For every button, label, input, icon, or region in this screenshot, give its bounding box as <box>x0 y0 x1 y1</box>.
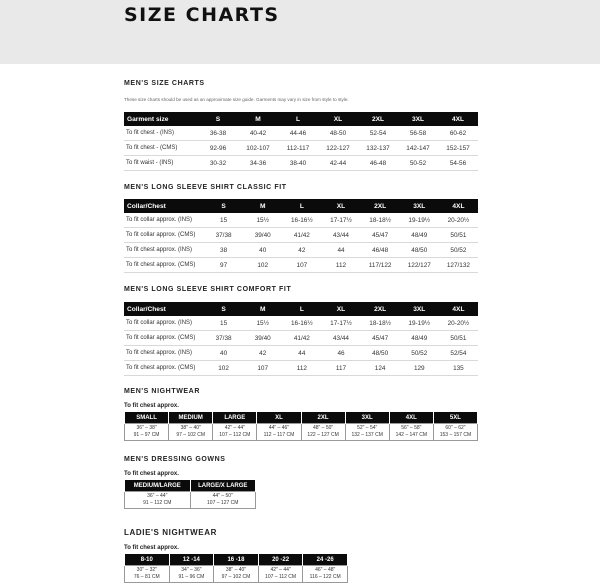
table-cell: 15½ <box>243 213 282 228</box>
ins-value: 44" – 50" <box>212 493 233 499</box>
ins-value: 56" – 58" <box>401 425 422 431</box>
table-cell: 46/48 <box>361 243 400 258</box>
header-cell: SMALL <box>125 412 169 424</box>
header-cell: MEDIUM <box>169 412 213 424</box>
dressing-gowns-title: MEN'S DRESSING GOWNS <box>124 456 226 463</box>
gowns-subtitle: To fit chest approx. <box>124 471 179 477</box>
table-cell: 44 <box>282 346 321 361</box>
table-cell <box>213 424 257 441</box>
header-cell: XL <box>318 112 358 126</box>
row-label: To fit chest approx. (INS) <box>124 346 204 361</box>
table-cell: 19-19½ <box>400 213 439 228</box>
table-header-row <box>124 199 478 213</box>
table-cell <box>214 566 259 583</box>
table-row <box>125 566 348 583</box>
header-cell: 20 -22 <box>258 554 303 566</box>
header-cell: M <box>238 112 278 126</box>
cms-value: 116 – 122 CM <box>309 574 341 580</box>
cms-value: 142 – 147 CM <box>395 432 428 438</box>
table-cell: 15 <box>204 213 243 228</box>
table-cell <box>258 566 303 583</box>
table-cell <box>169 566 214 583</box>
table-cell: 122-127 <box>318 141 358 156</box>
table-cell: 38-40 <box>278 156 318 171</box>
cms-value: 76 – 81 CM <box>133 574 160 580</box>
row-label: To fit chest - (CMS) <box>124 141 198 156</box>
cms-value: 112 – 117 CM <box>263 432 295 438</box>
table-cell: 124 <box>361 361 400 376</box>
table-header-row <box>125 412 478 424</box>
mens-nightwear-table <box>124 412 478 441</box>
table-header-row <box>124 112 478 126</box>
table-cell: 107 <box>282 258 321 273</box>
table-cell: 42 <box>282 243 321 258</box>
table-cell <box>389 424 433 441</box>
table-row <box>124 126 478 141</box>
table-cell: 127/132 <box>439 258 478 273</box>
ins-value: 52" – 54" <box>357 425 378 431</box>
header-cell: 24 -26 <box>303 554 348 566</box>
table-cell: 42-44 <box>318 156 358 171</box>
table-cell: 20-20½ <box>439 213 478 228</box>
table-cell: 37/38 <box>204 228 243 243</box>
table-cell <box>345 424 389 441</box>
header-cell: LARGE/X LARGE <box>190 480 256 492</box>
table-cell: 112-117 <box>278 141 318 156</box>
mens-nightwear-title: MEN'S NIGHTWEAR <box>124 388 200 395</box>
row-label: To fit chest approx. (CMS) <box>124 361 204 376</box>
table-cell: 46-48 <box>358 156 398 171</box>
ins-value: 38" – 40" <box>225 567 247 573</box>
table-header-row <box>125 480 256 492</box>
header-cell: 2XL <box>301 412 345 424</box>
ins-value: 42" – 44" <box>224 425 245 431</box>
table-cell: 16-16½ <box>282 213 321 228</box>
table-cell: 50/51 <box>439 331 478 346</box>
table-row <box>125 492 256 509</box>
row-label: To fit collar approx. (CMS) <box>124 228 204 243</box>
table-cell <box>303 566 348 583</box>
header-cell: 4XL <box>389 412 433 424</box>
header-cell: XL <box>321 302 360 316</box>
table-cell: 37/38 <box>204 331 243 346</box>
table-cell: 48/50 <box>361 346 400 361</box>
ladies-nightwear-table <box>124 554 348 583</box>
table-cell: 42 <box>243 346 282 361</box>
table-cell: 52-54 <box>358 126 398 141</box>
table-cell: 16-16½ <box>282 316 321 331</box>
ladies-subtitle: To fit chest approx. <box>124 545 179 551</box>
table-cell: 43/44 <box>321 331 360 346</box>
table-cell: 43/44 <box>321 228 360 243</box>
header-banner <box>0 0 600 64</box>
table-cell: 45/47 <box>361 331 400 346</box>
table-cell: 135 <box>439 361 478 376</box>
table-header-row <box>125 554 348 566</box>
table-row <box>124 361 478 376</box>
table-cell: 17-17½ <box>321 316 360 331</box>
table-row <box>124 316 478 331</box>
table-row <box>124 258 478 273</box>
table-cell: 50/52 <box>439 243 478 258</box>
header-cell: Garment size <box>124 112 198 126</box>
header-cell: L <box>282 199 321 213</box>
ins-value: 36" – 38" <box>136 425 157 431</box>
table-cell: 39/40 <box>243 331 282 346</box>
table-cell <box>169 424 213 441</box>
dressing-gowns-table <box>124 480 256 509</box>
ins-value: 38" – 40" <box>180 425 201 431</box>
header-cell: 5XL <box>433 412 477 424</box>
header-cell: S <box>198 112 238 126</box>
header-cell: L <box>278 112 318 126</box>
table-cell: 36-38 <box>198 126 238 141</box>
ins-value: 48" – 50" <box>312 425 334 431</box>
table-cell: 97 <box>204 258 243 273</box>
table-cell: 92-96 <box>198 141 238 156</box>
cms-value: 107 – 127 CM <box>207 500 239 506</box>
table-cell: 112 <box>282 361 321 376</box>
table-cell: 39/40 <box>243 228 282 243</box>
classic-fit-table <box>124 199 478 273</box>
header-cell: 3XL <box>345 412 389 424</box>
header-cell: 2XL <box>361 302 400 316</box>
table-cell: 20-20½ <box>439 316 478 331</box>
table-cell: 45/47 <box>361 228 400 243</box>
table-cell <box>125 492 191 509</box>
table-cell: 56-58 <box>398 126 438 141</box>
header-cell: XL <box>257 412 301 424</box>
page-title: SIZE CHARTS <box>124 4 280 26</box>
header-cell: M <box>243 199 282 213</box>
header-cell: M <box>243 302 282 316</box>
table-cell: 50/51 <box>439 228 478 243</box>
table-cell: 48/50 <box>400 243 439 258</box>
table-row <box>124 243 478 258</box>
header-cell: 4XL <box>439 199 478 213</box>
ins-value: 36" – 44" <box>147 493 168 499</box>
table-header-row <box>124 302 478 316</box>
nightwear-subtitle: To fit chest approx. <box>124 403 179 409</box>
table-cell <box>433 424 477 441</box>
row-label: To fit waist - (INS) <box>124 156 198 171</box>
table-cell: 17-17½ <box>321 213 360 228</box>
row-label: To fit chest - (INS) <box>124 126 198 141</box>
table-cell: 102-107 <box>238 141 278 156</box>
comfort-fit-table <box>124 302 478 376</box>
table-cell: 34-36 <box>238 156 278 171</box>
header-cell: 8-10 <box>125 554 170 566</box>
table-cell: 102 <box>243 258 282 273</box>
table-cell: 18-18½ <box>361 213 400 228</box>
cms-value: 153 – 157 CM <box>439 432 472 438</box>
header-cell: 4XL <box>438 112 478 126</box>
table-row <box>125 424 478 441</box>
table-cell: 102 <box>204 361 243 376</box>
table-cell: 122/127 <box>400 258 439 273</box>
header-cell: 4XL <box>439 302 478 316</box>
table-cell: 50-52 <box>398 156 438 171</box>
table-cell <box>190 492 256 509</box>
header-cell: XL <box>321 199 360 213</box>
mens-size-charts-title: MEN'S SIZE CHARTS <box>124 80 205 87</box>
table-cell: 46 <box>321 346 360 361</box>
table-cell: 44-46 <box>278 126 318 141</box>
table-cell: 132-137 <box>358 141 398 156</box>
table-cell: 152-157 <box>438 141 478 156</box>
table-cell: 48/49 <box>400 228 439 243</box>
table-cell: 48/49 <box>400 331 439 346</box>
table-row <box>124 228 478 243</box>
table-cell <box>125 566 170 583</box>
table-cell: 107 <box>243 361 282 376</box>
table-cell: 117/122 <box>361 258 400 273</box>
ins-value: 46" – 48" <box>315 567 336 573</box>
table-cell <box>125 424 169 441</box>
cms-value: 91 – 96 CM <box>178 574 205 580</box>
cms-value: 91 – 112 CM <box>143 500 172 506</box>
ins-value: 42" – 44" <box>270 567 291 573</box>
table-row <box>124 213 478 228</box>
header-cell: Collar/Chest <box>124 199 204 213</box>
classic-fit-title: MEN'S LONG SLEEVE SHIRT CLASSIC FIT <box>124 184 287 191</box>
header-cell: 12 -14 <box>169 554 214 566</box>
table-row <box>124 331 478 346</box>
mens-size-table <box>124 112 478 171</box>
table-cell: 54-56 <box>438 156 478 171</box>
row-label: To fit collar approx. (CMS) <box>124 331 204 346</box>
table-cell: 15½ <box>243 316 282 331</box>
cms-value: 132 – 137 CM <box>351 432 383 438</box>
table-cell: 41/42 <box>282 331 321 346</box>
table-cell: 18-18½ <box>361 316 400 331</box>
header-cell: 16 -18 <box>214 554 259 566</box>
table-cell: 48-50 <box>318 126 358 141</box>
table-cell: 30-32 <box>198 156 238 171</box>
table-cell: 112 <box>321 258 360 273</box>
cms-value: 91 – 97 CM <box>133 432 160 438</box>
header-cell: L <box>282 302 321 316</box>
table-cell: 40-42 <box>238 126 278 141</box>
table-row <box>124 141 478 156</box>
table-cell: 15 <box>204 316 243 331</box>
table-cell: 52/54 <box>439 346 478 361</box>
header-cell: 3XL <box>400 302 439 316</box>
table-cell: 117 <box>321 361 360 376</box>
table-cell: 41/42 <box>282 228 321 243</box>
table-cell: 44 <box>321 243 360 258</box>
table-cell: 129 <box>400 361 439 376</box>
size-guide-note: These size charts should be used as an approximate size guide. Garments may vary in size from style to style. <box>124 97 349 102</box>
ins-value: 34" – 36" <box>181 567 202 573</box>
table-cell <box>301 424 345 441</box>
header-cell: S <box>204 199 243 213</box>
ins-value: 30" – 32" <box>136 567 157 573</box>
table-cell: 19-19½ <box>400 316 439 331</box>
table-row <box>124 156 478 171</box>
header-cell: 2XL <box>361 199 400 213</box>
ins-value: 44" – 46" <box>268 425 290 431</box>
row-label: To fit chest approx. (INS) <box>124 243 204 258</box>
ladies-nightwear-title: LADIE'S NIGHTWEAR <box>124 528 217 537</box>
row-label: To fit collar approx. (INS) <box>124 213 204 228</box>
cms-value: 97 – 102 CM <box>176 432 205 438</box>
table-cell: 60-62 <box>438 126 478 141</box>
cms-value: 122 – 127 CM <box>307 432 339 438</box>
table-cell: 40 <box>243 243 282 258</box>
header-cell: S <box>204 302 243 316</box>
header-cell: LARGE <box>213 412 257 424</box>
header-cell: MEDIUM/LARGE <box>125 480 191 492</box>
header-cell: 3XL <box>400 199 439 213</box>
header-cell: 3XL <box>398 112 438 126</box>
row-label: To fit collar approx. (INS) <box>124 316 204 331</box>
table-cell <box>257 424 301 441</box>
header-cell: 2XL <box>358 112 398 126</box>
table-cell: 142-147 <box>398 141 438 156</box>
table-cell: 50/52 <box>400 346 439 361</box>
header-cell: Collar/Chest <box>124 302 204 316</box>
table-cell: 38 <box>204 243 243 258</box>
table-row <box>124 346 478 361</box>
comfort-fit-title: MEN'S LONG SLEEVE SHIRT COMFORT FIT <box>124 286 292 293</box>
cms-value: 97 – 102 CM <box>221 574 251 580</box>
cms-value: 107 – 112 CM <box>265 574 297 580</box>
table-cell: 40 <box>204 346 243 361</box>
row-label: To fit chest approx. (CMS) <box>124 258 204 273</box>
ins-value: 60" – 62" <box>445 425 466 431</box>
cms-value: 107 – 112 CM <box>219 432 251 438</box>
